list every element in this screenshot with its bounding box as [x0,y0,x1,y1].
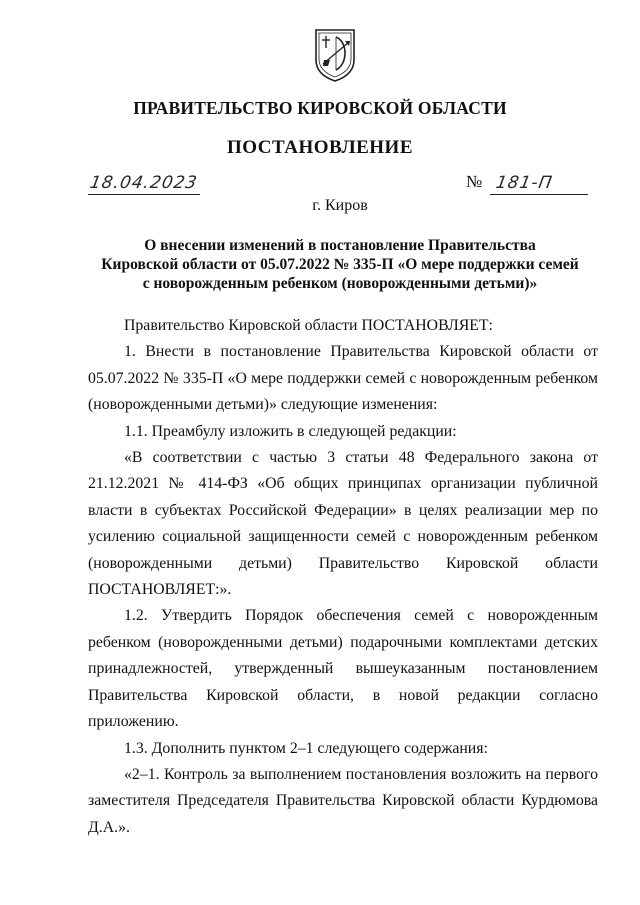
title-line: с новорожденным ребенком (новорожденными детьми)» [142,275,538,292]
paragraph-item-1-1: 1.1. Преамбулу изложить в следующей редакции: [124,422,457,440]
document-date-field [88,172,200,195]
document-type: ПОСТАНОВЛЕНИЕ [226,137,414,158]
paragraph-decree: Правительство Кировской области ПОСТАНОВЛЯЕТ: [124,317,493,334]
paragraph-preamble-quote: «В соответствии с частью 3 статьи 48 Федерального закона от 21.12.2021 № 414-ФЗ «Об общих принципах организации публичной власти в субъектах Российской Федерации» в целях реализации мер по усилению социальной защищенности семей с новорожденным ребенком (новорожденными детьми) Правительство Кировской области ПОСТАНОВЛЯЕТ:». [88,449,598,599]
number-sign: № [466,172,483,191]
document-number-field [490,172,588,195]
document-title [80,236,600,293]
organization-name: ПРАВИТЕЛЬСТВО КИРОВСКОЙ ОБЛАСТИ [133,98,507,118]
document-date: 18.04.2023 [88,173,200,193]
title-line: О внесении изменений в постановление Правительства [144,237,536,254]
paragraph-item-1: 1. Внести в постановление Правительства Кировской области от 05.07.2022 № 335-П «О мере поддержки семей с новорожденным ребенком (новорожденными детьми)» следующие изменения: [88,343,598,414]
title-line: Кировской области от 05.07.2022 № 335-П «О мере поддержки семей [101,256,579,273]
kirov-oblast-coat-of-arms-icon [312,26,358,82]
document-number: 181-П [494,173,555,193]
document-body [88,313,598,841]
paragraph-item-1-3: 1.3. Дополнить пунктом 2–1 следующего содержания: [124,739,488,757]
paragraph-item-2-1-quote: «2–1. Контроль за выполнением постановления возложить на первого заместителя Председателя Правительства Кировской области Курдюмова Д.А.». [88,765,598,836]
city: г. Киров [312,197,368,214]
paragraph-item-1-2: 1.2. Утвердить Порядок обеспечения семей с новорожденным ребенком (новорожденными детьми) подарочными комплектами детских принадлежностей, утвержденный вышеуказанным постановлением Правительства Кировской области, в новой редакции согласно приложению. [88,607,598,731]
